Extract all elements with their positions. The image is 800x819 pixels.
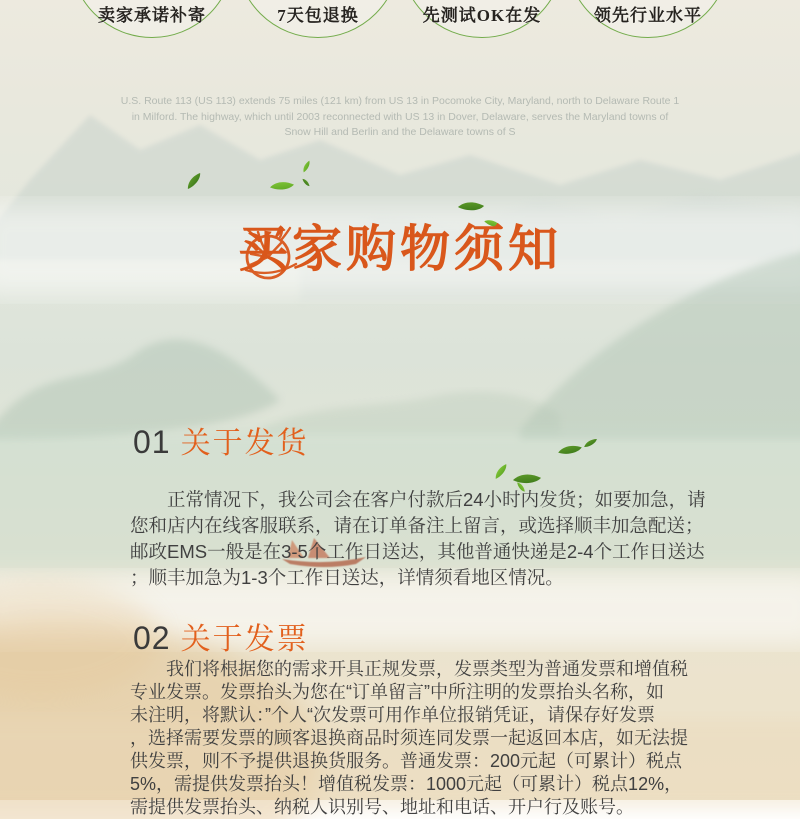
badge-label: 先测试OK在发 (422, 6, 542, 25)
paragraph-line: 需提供发票抬头、纳税人识别号、地址和电话、开户行及账号。 (130, 797, 634, 817)
page-title-block (0, 222, 800, 276)
badge-label: 7天包退换 (277, 6, 359, 25)
section-heading-invoice (133, 614, 309, 658)
badge-label: 卖家承诺补寄 (98, 6, 206, 25)
paragraph-line: 未注明，将默认：”个人“次发票可用作单位报销凭证，请保存好发票 (130, 705, 655, 725)
section-number: 01 (133, 424, 171, 460)
paragraph-line: 专业发票。发票抬头为您在“订单留言”中所注明的发票抬头名称，如 (130, 682, 664, 702)
swirl-wheel-icon (238, 224, 300, 286)
shipping-paragraph (130, 487, 730, 591)
section-title: 关于发货 (180, 427, 309, 460)
section-number: 02 (133, 620, 171, 656)
page-title: 买家购物须知 (238, 221, 562, 277)
section-heading-shipping (133, 418, 309, 462)
invoice-paragraph (130, 658, 730, 819)
paragraph-line: 我们将根据您的需求开具正规发票，发票类型为普通发票和增值税 (166, 659, 688, 679)
paragraph-line: ；顺丰加急为1-3个工作日送达，详情须看地区情况。 (130, 567, 564, 588)
paragraph-line: 邮政EMS一般是在3-5个工作日送达，其他普通快递是2-4个工作日送达 (130, 541, 705, 562)
badge-label: 领先行业水平 (594, 6, 702, 25)
paragraph-line: 供发票，则不予提供退换货服务。普通发票：200元起（可累计）税点 (130, 751, 683, 771)
paragraph-line: 正常情况下，我公司会在客户付款后24小时内发货；如要加急，请 (167, 489, 706, 510)
paragraph-line: ，选择需要发票的顾客退换商品时须连同发票一起返回本店，如无法提 (130, 728, 688, 748)
paragraph-line: 您和店内在线客服联系，请在订单备注上留言，或选择顺丰加急配送； (130, 515, 704, 536)
paragraph-line: 5%，需提供发票抬头！增值税发票：1000元起（可累计）税点12%， (130, 774, 683, 794)
english-description: U.S. Route 113 (US 113) extends 75 miles (121 km) from US 13 in Pocomoke City, Maryland, north to Delaware Route 1 in Milford. The highway, which until 2003 reconnected with US 13 in Dover, Delaware, serves the Maryland towns of Snow Hill and Berlin and the Delaware towns of S (120, 95, 680, 138)
section-title: 关于发票 (180, 623, 309, 656)
